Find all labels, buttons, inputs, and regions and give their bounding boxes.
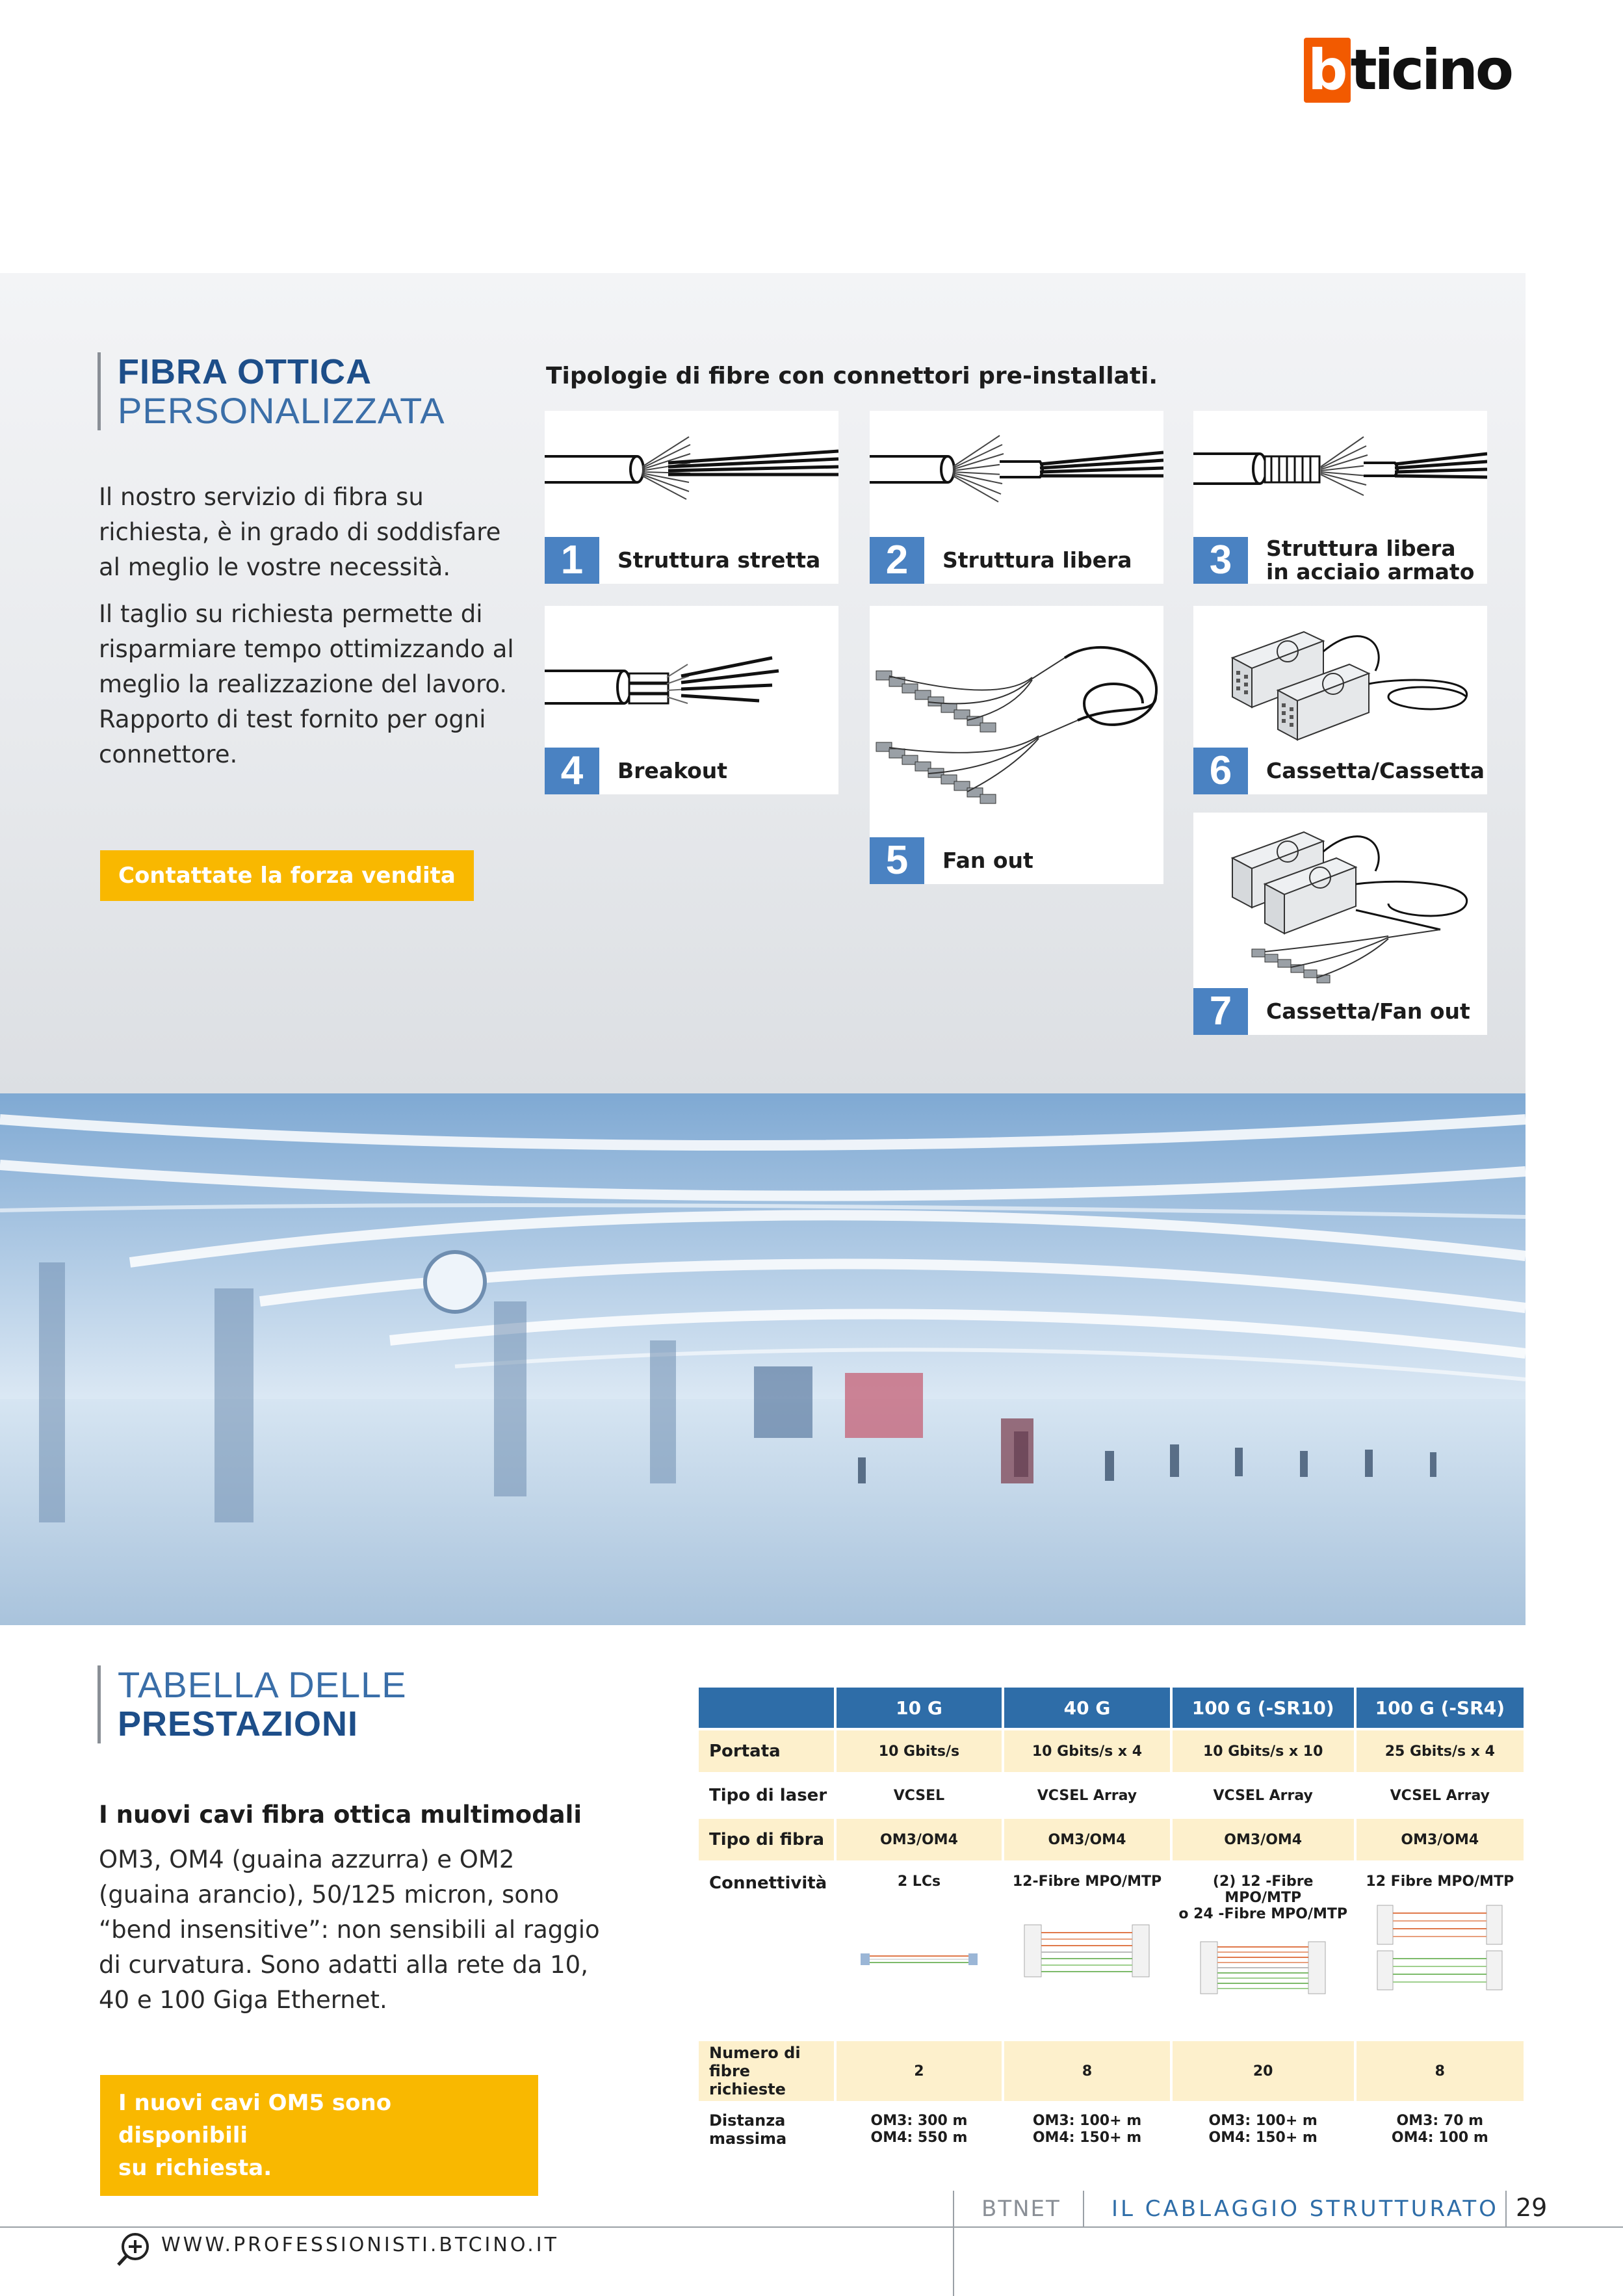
table-cell: 10 Gbits/s x 4 — [1004, 1730, 1170, 1772]
footer-divider — [0, 2226, 1623, 2228]
cable-tight-buffer-icon — [545, 411, 838, 534]
fiber-type-card-1 — [545, 411, 838, 584]
cell-text: (2) 12 -Fibre MPO/MTP o 24 -Fibre MPO/MTP — [1178, 1873, 1348, 1922]
fiber-type-number: 6 — [1193, 748, 1248, 794]
table-row — [699, 1819, 1524, 1860]
table-cell: 2 — [837, 2041, 1002, 2101]
fibra-paragraph-2: Il taglio su richiesta permette di risparmiare tempo ottimizzando al meglio la realizzazione del lavoro. Rapporto di test fornito per ogni connettore. — [99, 600, 514, 768]
mpo-24-diagram-icon — [1191, 1929, 1334, 2007]
column-header: 10 G — [837, 1688, 1002, 1728]
table-row — [699, 1775, 1524, 1816]
table-cell: OM3/OM4 — [1357, 1819, 1524, 1860]
om5-line-1: I nuovi cavi OM5 sono disponibili — [118, 2090, 392, 2148]
fiber-type-number: 5 — [870, 837, 924, 884]
row-label-text: Connettività — [709, 1873, 827, 1893]
performance-table — [696, 1685, 1526, 2158]
table-header-row — [699, 1688, 1524, 1728]
table-cell — [1004, 1863, 1170, 2039]
prestazioni-subheading: I nuovi cavi fibra ottica multimodali — [99, 1801, 582, 1829]
page-number: 29 — [1516, 2193, 1548, 2222]
fibra-body — [99, 480, 515, 784]
table-row — [699, 1730, 1524, 1772]
fiber-type-number: 7 — [1193, 988, 1248, 1035]
table-cell: OM3/OM4 — [1173, 1819, 1354, 1860]
cassette-fan-out-icon — [1193, 813, 1487, 988]
row-label: Tipo di laser — [699, 1775, 834, 1816]
column-header: 40 G — [1004, 1688, 1170, 1728]
table-cell: OM3: 100+ m OM4: 150+ m — [1173, 2104, 1354, 2156]
table-cell: 8 — [1004, 2041, 1170, 2101]
cable-armored-icon — [1193, 411, 1487, 534]
fiber-type-number: 4 — [545, 748, 599, 794]
fibra-title-thin: PERSONALIZZATA — [118, 390, 445, 431]
fiber-type-label: Struttura libera in acciaio armato — [1266, 536, 1475, 584]
cable-loose-tube-icon — [870, 411, 1163, 534]
table-cell: 10 Gbits/s — [837, 1730, 1002, 1772]
footer-series: BTNET — [981, 2196, 1061, 2222]
lc-duplex-diagram-icon — [848, 1922, 991, 1994]
contact-sales-button[interactable]: Contattate la forza vendita — [100, 850, 474, 901]
table-row — [699, 2041, 1524, 2101]
table-cell: 8 — [1357, 2041, 1524, 2101]
cell-text: 2 LCs — [897, 1873, 941, 1890]
row-label: Numero di fibre richieste — [699, 2041, 834, 2101]
zoom-in-icon — [116, 2230, 155, 2269]
fiber-type-label: Fan out — [942, 848, 1033, 873]
prestazioni-paragraph: OM3, OM4 (guaina azzurra) e OM2 (guaina arancio), 50/125 micron, sono “bend insensitive”: non sensibili al raggio di curvatura. Sono adatti alla rete da 10, 40 e 100 Giga Ethernet. — [99, 1846, 600, 2014]
cassette-cassette-icon — [1193, 606, 1487, 749]
footer-section: IL CABLAGGIO STRUTTURATO — [1111, 2196, 1499, 2222]
column-header: 100 G (-SR4) — [1357, 1688, 1524, 1728]
table-cell: 20 — [1173, 2041, 1354, 2101]
fiber-type-label: Cassetta/Fan out — [1266, 998, 1470, 1024]
prestazioni-heading — [97, 1665, 407, 1743]
footer-url[interactable]: WWW.PROFESSIONISTI.BTCINO.IT — [161, 2234, 559, 2256]
fibra-title-bold: FIBRA OTTICA — [118, 352, 372, 391]
row-label: Distanza massima — [699, 2104, 834, 2156]
row-label: Tipo di fibra — [699, 1819, 834, 1860]
table-cell: OM3: 70 m OM4: 100 m — [1357, 2104, 1524, 2156]
prestazioni-title-thin: TABELLA DELLE — [118, 1664, 407, 1705]
table-cell: 25 Gbits/s x 4 — [1357, 1730, 1524, 1772]
fiber-type-label: Breakout — [617, 758, 728, 783]
fiber-type-card-6 — [1193, 606, 1487, 794]
airport-photo — [0, 1093, 1526, 1625]
fiber-type-card-2 — [870, 411, 1163, 584]
brand-logo — [1304, 38, 1512, 103]
footer-separator — [953, 2191, 954, 2296]
table-cell — [837, 1863, 1002, 2039]
footer-separator — [1083, 2191, 1084, 2227]
table-cell: VCSEL — [837, 1775, 1002, 1816]
fan-out-cable-icon — [870, 606, 1163, 833]
table-cell: VCSEL Array — [1004, 1775, 1170, 1816]
row-label: Portata — [699, 1730, 834, 1772]
table-cell: OM3: 300 m OM4: 550 m — [837, 2104, 1002, 2156]
fiber-type-card-4 — [545, 606, 838, 794]
table-cell: VCSEL Array — [1357, 1775, 1524, 1816]
logo-rest: ticino — [1350, 38, 1511, 103]
fiber-type-label: Struttura stretta — [617, 547, 821, 573]
mpo-12-diagram-icon — [1015, 1912, 1158, 1990]
row-label — [699, 1863, 834, 2039]
table-cell: OM3/OM4 — [1004, 1819, 1170, 1860]
table-row — [699, 2104, 1524, 2156]
fibra-heading — [97, 352, 445, 430]
fiber-type-label: Struttura libera — [942, 547, 1132, 573]
fiber-type-card-3 — [1193, 411, 1487, 584]
om5-line-2: su richiesta. — [118, 2155, 272, 2181]
cell-text: 12-Fibre MPO/MTP — [1012, 1873, 1162, 1890]
cell-text: 12 Fibre MPO/MTP — [1366, 1873, 1514, 1890]
table-cell — [1357, 1863, 1524, 2039]
fibra-paragraph-1: Il nostro servizio di fibra su richiesta, è in grado di soddisfare al meglio le vostre necessità. — [99, 483, 501, 581]
fiber-type-label: Cassetta/Cassetta — [1266, 758, 1485, 783]
logo-b: b — [1304, 38, 1351, 103]
mpo-sr4-diagram-icon — [1368, 1899, 1511, 1996]
table-corner — [699, 1688, 834, 1728]
table-cell: VCSEL Array — [1173, 1775, 1354, 1816]
table-cell: 10 Gbits/s x 10 — [1173, 1730, 1354, 1772]
table-cell: OM3/OM4 — [837, 1819, 1002, 1860]
airport-interior-illustration — [0, 1093, 1526, 1625]
footer-separator — [1505, 2191, 1507, 2227]
om5-available-button[interactable] — [100, 2075, 538, 2196]
column-header: 100 G (-SR10) — [1173, 1688, 1354, 1728]
prestazioni-body — [99, 1842, 612, 2029]
fiber-types-title: Tipologie di fibre con connettori pre-installati. — [546, 363, 1158, 389]
fiber-type-number: 2 — [870, 537, 924, 584]
cable-breakout-icon — [545, 606, 838, 742]
table-cell — [1173, 1863, 1354, 2039]
table-cell: OM3: 100+ m OM4: 150+ m — [1004, 2104, 1170, 2156]
fiber-type-card-7 — [1193, 813, 1487, 1035]
fiber-type-number: 3 — [1193, 537, 1248, 584]
prestazioni-title-bold: PRESTAZIONI — [118, 1704, 359, 1743]
table-row-connectivity — [699, 1863, 1524, 2039]
fiber-type-card-5 — [870, 606, 1163, 884]
fiber-type-number: 1 — [545, 537, 599, 584]
